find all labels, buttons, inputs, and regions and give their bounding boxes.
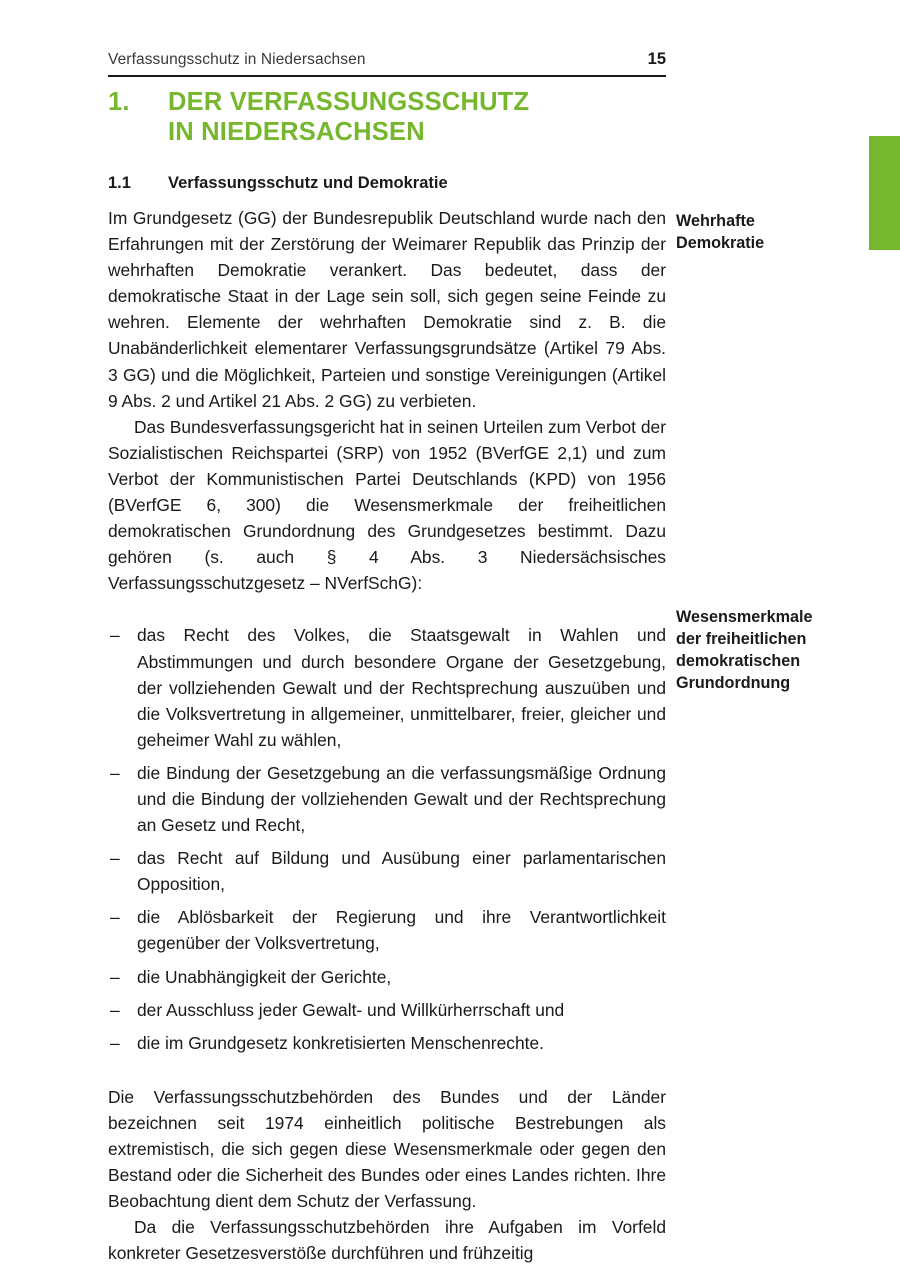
margin-note-line: Grundordnung [676,674,791,692]
dash-marker-icon: – [110,1032,120,1053]
margin-note-line: Demokratie [676,234,765,252]
margin-note-wesensmerkmale [676,606,876,694]
dash-marker-icon: – [110,848,120,869]
chapter-heading [108,87,668,147]
chapter-thumb-tab [869,136,900,250]
list-item [108,1030,666,1056]
running-head-title: Verfassungsschutz in Niedersachsen [108,51,366,68]
section-number: 1.1 [108,174,131,192]
list-spacer-bottom [108,1056,666,1084]
running-head [108,50,666,69]
body-column [108,205,666,1266]
list-item [108,760,666,838]
paragraph-3: Die Verfassungsschutzbehörden des Bundes und der Länder bezeichnen seit 1974 einheitlich politische Bestrebungen als extremistisch, die sich gegen diese Wesensmerkmale oder gegen den Bestand oder die Sicherheit des Bundes oder eines Landes richten. Ihre Beobachtung dient dem Schutz der Verfassung. [108,1086,666,1212]
paragraph-4: Da die Verfassungsschutzbehörden ihre Aufgaben im Vorfeld konkreter Gesetzesverstöße durchführen und frühzeitig [108,1217,666,1264]
chapter-number: 1. [108,88,130,116]
chapter-title-line-2: IN NIEDERSACHSEN [168,118,425,146]
dash-marker-icon: – [110,625,120,646]
chapter-title-line-1: DER VERFASSUNGSSCHUTZ [168,88,530,116]
list-item-text: der Ausschluss jeder Gewalt- und Willkürherrschaft und [137,999,565,1020]
header-rule [108,75,666,77]
list-spacer-top [108,596,666,622]
margin-note-line: der freiheitlichen [676,630,807,648]
margin-note-line: Wesensmerkmale [676,608,813,626]
list-item-text: das Recht auf Bildung und Ausübung einer parlamentarischen Opposition, [137,848,666,895]
dash-marker-icon: – [110,966,120,987]
list-item-text: die Bindung der Gesetzgebung an die verfassungsmäßige Ordnung und die Bindung der vollziehenden Gewalt und der Rechtsprechung an Gesetz und Recht, [137,762,666,836]
page-number: 15 [647,50,666,68]
wesensmerkmale-list [108,622,666,1055]
margin-note-line: Wehrhafte [676,212,755,230]
list-item [108,622,666,752]
list-item [108,845,666,897]
paragraph-1: Im Grundgesetz (GG) der Bundesrepublik Deutschland wurde nach den Erfahrungen mit der Zerstörung der Weimarer Republik das Prinzip der wehrhaften Demokratie verankert. Das bedeutet, dass der demokratische Staat in der Lage sein soll, sich gegen seine Feinde zu wehren. Elemente der wehrhaften Demokratie sind z. B. die Unabänderlichkeit elementarer Verfassungsgrundsätze (Artikel 79 Abs. 3 GG) und die Möglichkeit, Parteien und sonstige Vereinigungen (Artikel 9 Abs. 2 und Artikel 21 Abs. 2 GG) zu verbieten. [108,208,666,411]
dash-marker-icon: – [110,762,120,783]
section-title: Verfassungsschutz und Demokratie [168,174,448,192]
margin-note-line: demokratischen [676,652,801,670]
list-item [108,904,666,956]
paragraph-2: Das Bundesverfassungsgericht hat in seinen Urteilen zum Verbot der Sozialistischen Reichspartei (SRP) von 1952 (BVerfGE 2,1) und zum Verbot der Kommunistischen Partei Deutschlands (KPD) von 1956 (BVerfGE 6, 300) die Wesensmerkmale der freiheitlichen demokratischen Grundordnung des Grundgesetzes bestimmt. Dazu gehören (s. auch § 4 Abs. 3 Niedersächsisches Verfassungsschutzgesetz – NVerfSchG): [108,416,666,594]
list-item-text: das Recht des Volkes, die Staatsgewalt in Wahlen und Abstimmungen und durch besondere Organe der Gesetzgebung, der vollziehenden Gewalt und der Rechtsprechung auszuüben und die Volksvertretung in allgemeiner, unmittelbarer, freier, gleicher und geheimer Wahl zu wählen, [137,625,666,750]
chapter-title [168,87,648,147]
list-item-text: die im Grundgesetz konkretisierten Menschenrechte. [137,1032,544,1053]
dash-marker-icon: – [110,907,120,928]
section-heading [108,174,668,193]
list-item [108,964,666,990]
dash-marker-icon: – [110,999,120,1020]
list-item [108,997,666,1023]
list-item-text: die Ablösbarkeit der Regierung und ihre Verantwortlichkeit gegenüber der Volksvertretung, [137,907,666,954]
list-item-text: die Unabhängigkeit der Gerichte, [137,966,392,987]
margin-note-wehrhafte-demokratie [676,210,876,254]
